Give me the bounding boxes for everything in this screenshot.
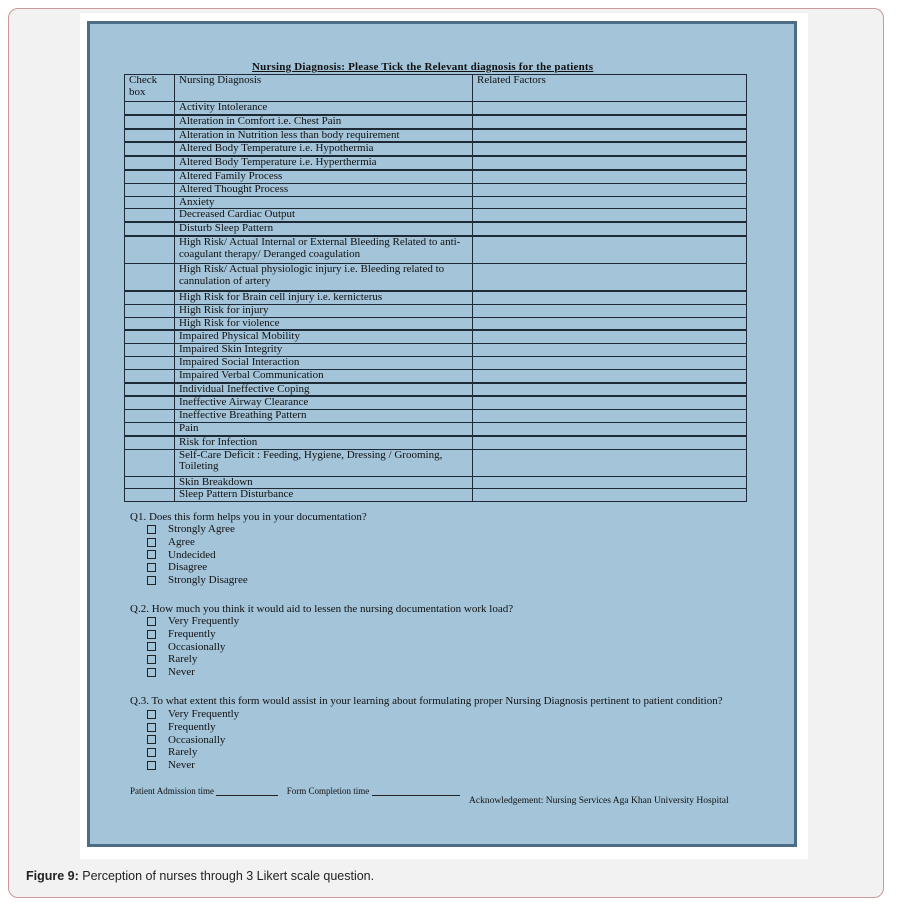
option-checkbox[interactable] — [147, 630, 156, 639]
diagnosis-check-cell[interactable] — [125, 129, 175, 143]
diagnosis-row — [125, 344, 747, 357]
diagnosis-table — [124, 74, 747, 502]
diagnosis-check-cell[interactable] — [125, 222, 175, 236]
question-text: Q.2. How much you think it would aid to lessen the nursing documentation work load? — [130, 603, 514, 615]
diagnosis-row — [125, 183, 747, 196]
option-checkbox[interactable] — [147, 617, 156, 626]
likert-option[interactable] — [147, 536, 367, 549]
option-label: Occasionally — [168, 640, 226, 653]
option-checkbox[interactable] — [147, 710, 156, 719]
diagnosis-name: Alteration in Comfort i.e. Chest Pain — [175, 115, 473, 129]
likert-option[interactable] — [147, 523, 367, 536]
related-factors-cell[interactable] — [473, 170, 747, 183]
diagnosis-name: Self-Care Deficit : Feeding, Hygiene, Dressing / Grooming, Toileting — [175, 449, 473, 476]
related-factors-cell[interactable] — [473, 291, 747, 304]
related-factors-cell[interactable] — [473, 129, 747, 143]
figure-caption-text: Perception of nurses through 3 Likert scale question. — [78, 869, 375, 883]
likert-option[interactable] — [147, 759, 730, 772]
diagnosis-row — [125, 476, 747, 489]
diagnosis-check-cell[interactable] — [125, 356, 175, 369]
diagnosis-check-cell[interactable] — [125, 436, 175, 449]
related-factors-cell[interactable] — [473, 422, 747, 435]
diagnosis-check-cell[interactable] — [125, 422, 175, 435]
question-2 — [130, 603, 513, 678]
option-label: Undecided — [168, 548, 216, 561]
diagnosis-row — [125, 156, 747, 170]
admission-time-field[interactable] — [216, 795, 278, 796]
diagnosis-name: High Risk for injury — [175, 304, 473, 317]
diagnosis-name: Impaired Social Interaction — [175, 356, 473, 369]
diagnosis-check-cell[interactable] — [125, 170, 175, 183]
related-factors-cell[interactable] — [473, 209, 747, 222]
likert-option[interactable] — [147, 628, 513, 641]
diagnosis-row — [125, 196, 747, 209]
diagnosis-name: Alteration in Nutrition less than body requirement — [175, 129, 473, 143]
related-factors-cell[interactable] — [473, 369, 747, 382]
diagnosis-name: Individual Ineffective Coping — [175, 383, 473, 397]
diagnosis-name: Risk for Infection — [175, 436, 473, 449]
diagnosis-name: High Risk for Brain cell injury i.e. kernicterus — [175, 291, 473, 304]
likert-option[interactable] — [147, 746, 730, 759]
diagnosis-check-cell[interactable] — [125, 142, 175, 156]
diagnosis-check-cell[interactable] — [125, 317, 175, 330]
question-1 — [130, 511, 367, 586]
diagnosis-row — [125, 356, 747, 369]
question-text: Q.3. To what extent this form would assist in your learning about formulating proper Nursing Diagnosis pertinent to patient condition? — [130, 695, 723, 707]
option-checkbox[interactable] — [147, 668, 156, 677]
diagnosis-name: Altered Body Temperature i.e. Hyperthermia — [175, 156, 473, 170]
option-checkbox[interactable] — [147, 655, 156, 664]
diagnosis-check-cell[interactable] — [125, 196, 175, 209]
related-factors-cell[interactable] — [473, 436, 747, 449]
diagnosis-check-cell[interactable] — [125, 304, 175, 317]
header-check-box: Check box — [125, 75, 175, 102]
related-factors-cell[interactable] — [473, 102, 747, 115]
diagnosis-row — [125, 396, 747, 409]
diagnosis-row — [125, 170, 747, 183]
diagnosis-row — [125, 291, 747, 304]
option-label: Frequently — [168, 628, 216, 641]
diagnosis-name: Activity Intolerance — [175, 102, 473, 115]
diagnosis-name: Ineffective Airway Clearance — [175, 396, 473, 409]
related-factors-cell[interactable] — [473, 222, 747, 236]
diagnosis-row — [125, 436, 747, 449]
option-checkbox[interactable] — [147, 735, 156, 744]
option-checkbox[interactable] — [147, 576, 156, 585]
diagnosis-name: Impaired Skin Integrity — [175, 344, 473, 357]
related-factors-cell[interactable] — [473, 383, 747, 397]
likert-option[interactable] — [147, 666, 513, 679]
diagnosis-check-cell[interactable] — [125, 330, 175, 343]
option-label: Rarely — [168, 746, 198, 759]
diagnosis-check-cell[interactable] — [125, 369, 175, 382]
diagnosis-row — [125, 236, 747, 264]
option-label: Strongly Disagree — [168, 574, 248, 587]
completion-time-field[interactable] — [372, 795, 460, 796]
related-factors-cell[interactable] — [473, 330, 747, 343]
option-label: Frequently — [168, 721, 216, 734]
likert-option[interactable] — [147, 708, 730, 721]
option-label: Very Frequently — [168, 615, 240, 628]
likert-option[interactable] — [147, 574, 367, 587]
likert-option[interactable] — [147, 640, 513, 653]
diagnosis-check-cell[interactable] — [125, 209, 175, 222]
related-factors-cell[interactable] — [473, 396, 747, 409]
diagnosis-check-cell[interactable] — [125, 183, 175, 196]
diagnosis-check-cell[interactable] — [125, 489, 175, 502]
diagnosis-check-cell[interactable] — [125, 115, 175, 129]
diagnosis-name: High Risk/ Actual physiologic injury i.e. Bleeding related to cannulation of artery — [175, 263, 473, 291]
table-header-row — [125, 75, 747, 102]
related-factors-cell[interactable] — [473, 263, 747, 291]
option-label: Never — [168, 666, 195, 679]
diagnosis-row — [125, 102, 747, 115]
acknowledgement-text: Acknowledgement: Nursing Services Aga Khan University Hospital — [469, 796, 729, 806]
option-checkbox[interactable] — [147, 525, 156, 534]
diagnosis-name: Skin Breakdown — [175, 476, 473, 489]
option-label: Disagree — [168, 561, 208, 574]
option-checkbox[interactable] — [147, 761, 156, 770]
diagnosis-row — [125, 489, 747, 502]
diagnosis-name: High Risk for violence — [175, 317, 473, 330]
question-text: Q1. Does this form helps you in your documentation? — [130, 511, 367, 523]
diagnosis-row — [125, 317, 747, 330]
completion-time-label: Form Completion time — [286, 786, 370, 796]
figure-caption-label: Figure 9: — [26, 869, 79, 883]
diagnosis-check-cell[interactable] — [125, 291, 175, 304]
related-factors-cell[interactable] — [473, 344, 747, 357]
diagnosis-check-cell[interactable] — [125, 410, 175, 423]
diagnosis-check-cell[interactable] — [125, 156, 175, 170]
related-factors-cell[interactable] — [473, 236, 747, 264]
diagnosis-row — [125, 369, 747, 382]
likert-option[interactable] — [147, 721, 730, 734]
diagnosis-check-cell[interactable] — [125, 476, 175, 489]
diagnosis-name: Impaired Verbal Communication — [175, 369, 473, 382]
form-footer-times — [130, 786, 460, 796]
related-factors-cell[interactable] — [473, 196, 747, 209]
option-checkbox[interactable] — [147, 550, 156, 559]
option-label: Agree — [168, 536, 195, 549]
likert-option[interactable] — [147, 548, 367, 561]
diagnosis-row — [125, 209, 747, 222]
diagnosis-name: Altered Body Temperature i.e. Hypothermia — [175, 142, 473, 156]
diagnosis-check-cell[interactable] — [125, 102, 175, 115]
diagnosis-name: Decreased Cardiac Output — [175, 209, 473, 222]
option-checkbox[interactable] — [147, 563, 156, 572]
question-3 — [130, 695, 730, 771]
related-factors-cell[interactable] — [473, 183, 747, 196]
diagnosis-row — [125, 449, 747, 476]
diagnosis-row — [125, 129, 747, 143]
option-checkbox[interactable] — [147, 642, 156, 651]
option-checkbox[interactable] — [147, 723, 156, 732]
related-factors-cell[interactable] — [473, 489, 747, 502]
option-label: Never — [168, 759, 195, 772]
likert-option[interactable] — [147, 615, 513, 628]
diagnosis-name: Disturb Sleep Pattern — [175, 222, 473, 236]
diagnosis-check-cell[interactable] — [125, 263, 175, 291]
option-label: Rarely — [168, 653, 198, 666]
diagnosis-name: High Risk/ Actual Internal or External Bleeding Related to anti-coagulant therapy/ Deranged coagulation — [175, 236, 473, 264]
option-checkbox[interactable] — [147, 748, 156, 757]
related-factors-cell[interactable] — [473, 449, 747, 476]
figure-caption — [26, 869, 374, 883]
diagnosis-row — [125, 410, 747, 423]
diagnosis-check-cell[interactable] — [125, 236, 175, 264]
diagnosis-row — [125, 330, 747, 343]
admission-time-label: Patient Admission time — [130, 786, 215, 796]
option-label: Very Frequently — [168, 708, 240, 721]
likert-option[interactable] — [147, 561, 367, 574]
header-nursing-diagnosis: Nursing Diagnosis — [175, 75, 473, 102]
form-title: Nursing Diagnosis: Please Tick the Relevant diagnosis for the patients — [252, 61, 594, 73]
related-factors-cell[interactable] — [473, 142, 747, 156]
related-factors-cell[interactable] — [473, 410, 747, 423]
related-factors-cell[interactable] — [473, 304, 747, 317]
diagnosis-check-cell[interactable] — [125, 449, 175, 476]
related-factors-cell[interactable] — [473, 156, 747, 170]
diagnosis-row — [125, 383, 747, 397]
diagnosis-row — [125, 142, 747, 156]
likert-option[interactable] — [147, 733, 730, 746]
diagnosis-check-cell[interactable] — [125, 396, 175, 409]
option-label: Occasionally — [168, 733, 226, 746]
diagnosis-row — [125, 222, 747, 236]
option-checkbox[interactable] — [147, 538, 156, 547]
related-factors-cell[interactable] — [473, 115, 747, 129]
diagnosis-row — [125, 422, 747, 435]
diagnosis-name: Impaired Physical Mobility — [175, 330, 473, 343]
diagnosis-check-cell[interactable] — [125, 383, 175, 397]
header-related-factors: Related Factors — [473, 75, 747, 102]
diagnosis-name: Ineffective Breathing Pattern — [175, 410, 473, 423]
related-factors-cell[interactable] — [473, 317, 747, 330]
diagnosis-name: Anxiety — [175, 196, 473, 209]
diagnosis-name: Altered Family Process — [175, 170, 473, 183]
diagnosis-name: Sleep Pattern Disturbance — [175, 489, 473, 502]
diagnosis-row — [125, 263, 747, 291]
diagnosis-check-cell[interactable] — [125, 344, 175, 357]
diagnosis-row — [125, 115, 747, 129]
likert-option[interactable] — [147, 653, 513, 666]
option-label: Strongly Agree — [168, 523, 235, 536]
diagnosis-name: Pain — [175, 422, 473, 435]
diagnosis-name: Altered Thought Process — [175, 183, 473, 196]
diagnosis-row — [125, 304, 747, 317]
related-factors-cell[interactable] — [473, 356, 747, 369]
related-factors-cell[interactable] — [473, 476, 747, 489]
